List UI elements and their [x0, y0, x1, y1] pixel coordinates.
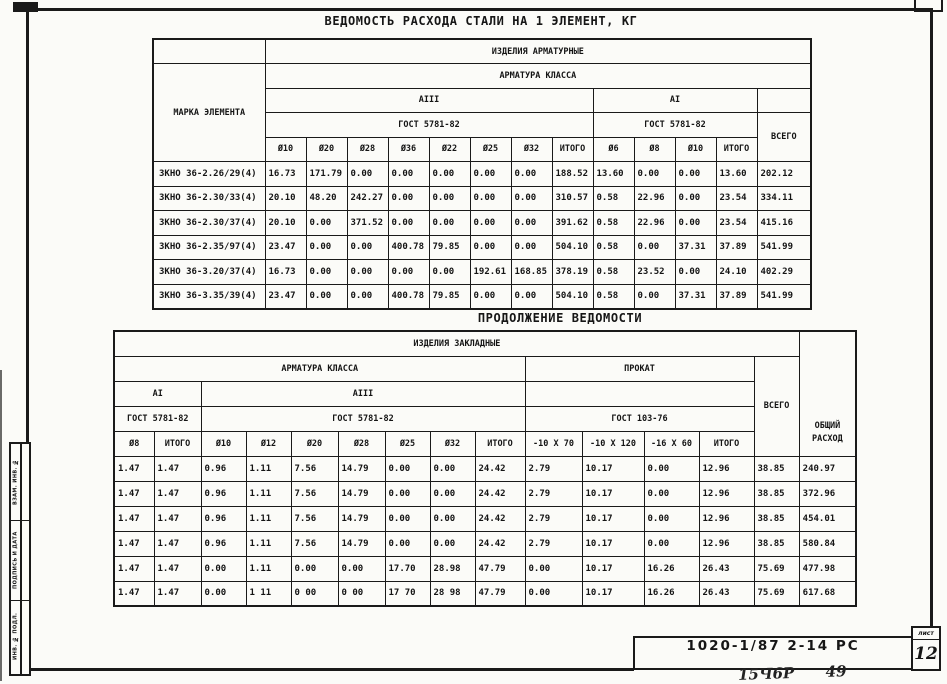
value-cell: 0.96 [201, 481, 246, 506]
value-cell: 14.79 [338, 506, 385, 531]
value-cell: 2.79 [525, 531, 582, 556]
element-mark-cell: ЗКНО 36-3.35/39(4) [153, 284, 265, 309]
value-cell: 391.62 [552, 211, 593, 236]
table1-title: ВЕДОМОСТЬ РАСХОДА СТАЛИ НА 1 ЭЛЕМЕНТ, КГ [324, 14, 638, 28]
scan-page-edge [0, 370, 2, 681]
value-cell: 0.00 [511, 235, 552, 260]
gost-cell: ГОСТ 5781-82 [201, 406, 525, 431]
value-cell: 37.89 [716, 235, 757, 260]
steel-consumption-table [152, 38, 812, 310]
value-cell: 0.58 [593, 284, 634, 309]
value-cell: 0.96 [201, 531, 246, 556]
stamp-label-vzam-inv: ВЗАМ. ИНВ. № [12, 458, 19, 506]
value-cell: 541.99 [757, 284, 811, 309]
value-cell: 14.79 [338, 456, 385, 481]
size-header-cell: -16 X 60 [644, 431, 699, 456]
header-row [153, 64, 811, 89]
data-row [153, 162, 811, 187]
value-cell: 0.00 [675, 162, 716, 187]
value-cell: 22.96 [634, 211, 675, 236]
section-aiii-cell: АIII [201, 381, 525, 406]
value-cell: 14.79 [338, 481, 385, 506]
vsego-header-cell: ВСЕГО [757, 113, 811, 162]
value-cell: 0.96 [201, 506, 246, 531]
element-mark-cell: ЗКНО 36-2.35/97(4) [153, 235, 265, 260]
value-cell: 0.00 [347, 235, 388, 260]
value-cell: 242.27 [347, 186, 388, 211]
value-cell: 1.47 [154, 556, 201, 581]
value-cell: 168.85 [511, 260, 552, 285]
value-cell: 23.47 [265, 235, 306, 260]
value-cell: 1.11 [246, 506, 291, 531]
value-cell: 0.00 [525, 556, 582, 581]
value-cell: 0.00 [511, 162, 552, 187]
empty-cell [525, 381, 754, 406]
value-cell: 0.00 [644, 531, 699, 556]
data-row [153, 284, 811, 309]
diameter-header-cell: Ø36 [388, 137, 429, 162]
diameter-header-cell: Ø25 [385, 431, 430, 456]
value-cell: 23.47 [265, 284, 306, 309]
value-cell: 0.00 [511, 211, 552, 236]
value-cell: 10.17 [582, 556, 644, 581]
value-cell: 79.85 [429, 284, 470, 309]
prokat-header-cell: ПРОКАТ [525, 356, 754, 381]
value-cell: 0.00 [385, 481, 430, 506]
stamp-cell-inv-podl [11, 601, 29, 672]
value-cell: 477.98 [799, 556, 856, 581]
value-cell: 47.79 [475, 581, 525, 606]
value-cell: 0.00 [347, 260, 388, 285]
value-cell: 1.47 [154, 456, 201, 481]
value-cell: 0.00 [388, 162, 429, 187]
value-cell: 38.85 [754, 481, 799, 506]
value-cell: 0.00 [385, 531, 430, 556]
diameter-header-cell: Ø28 [347, 137, 388, 162]
value-cell: 0.00 [388, 211, 429, 236]
value-cell: 400.78 [388, 235, 429, 260]
value-cell: 0.00 [306, 235, 347, 260]
value-cell: 2.79 [525, 506, 582, 531]
value-cell: 0.00 [385, 456, 430, 481]
value-cell: 1.47 [114, 456, 154, 481]
value-cell: 0.00 [644, 506, 699, 531]
value-cell: 75.69 [754, 556, 799, 581]
value-cell: 37.31 [675, 235, 716, 260]
value-cell: 20.10 [265, 211, 306, 236]
header-row [114, 381, 856, 406]
data-row [153, 211, 811, 236]
diameter-header-cell: Ø20 [291, 431, 338, 456]
value-cell: 7.56 [291, 531, 338, 556]
value-cell: 0 00 [338, 581, 385, 606]
table2-title: ПРОДОЛЖЕНИЕ ВЕДОМОСТИ [477, 311, 643, 325]
diameter-header-cell: Ø8 [114, 431, 154, 456]
group-header-cell: ИЗДЕЛИЯ АРМАТУРНЫЕ [265, 39, 811, 64]
value-cell: 1.47 [154, 531, 201, 556]
value-cell: 0.00 [430, 456, 475, 481]
value-cell: 504.10 [552, 235, 593, 260]
value-cell: 1.11 [246, 456, 291, 481]
header-row [153, 39, 811, 64]
value-cell: 192.61 [470, 260, 511, 285]
title-block-doc-number: 1020-1/87 2-14 РС [633, 636, 913, 670]
value-cell: 17 70 [385, 581, 430, 606]
element-mark-cell: ЗКНО 36-2.30/33(4) [153, 186, 265, 211]
value-cell: 75.69 [754, 581, 799, 606]
class-header-cell: АРМАТУРА КЛАССА [114, 356, 525, 381]
gost-cell: ГОСТ 5781-82 [593, 113, 757, 138]
header-row [114, 331, 856, 356]
value-cell: 0.00 [347, 162, 388, 187]
sheet-label: лист [913, 628, 939, 640]
corner-cell [153, 39, 265, 64]
diameter-header-cell: Ø25 [470, 137, 511, 162]
value-cell: 12.96 [699, 456, 754, 481]
diameter-header-cell: Ø10 [201, 431, 246, 456]
value-cell: 0.58 [593, 260, 634, 285]
value-cell: 0.00 [470, 162, 511, 187]
data-row [114, 556, 856, 581]
value-cell: 7.56 [291, 506, 338, 531]
value-cell: 0.00 [201, 581, 246, 606]
value-cell: 1.47 [114, 581, 154, 606]
value-cell: 402.29 [757, 260, 811, 285]
value-cell: 37.89 [716, 284, 757, 309]
diameter-header-cell: Ø6 [593, 137, 634, 162]
section-ai-cell: АI [114, 381, 201, 406]
value-cell: 0.00 [644, 481, 699, 506]
value-cell: 504.10 [552, 284, 593, 309]
value-cell: 454.01 [799, 506, 856, 531]
class-header-cell: АРМАТУРА КЛАССА [265, 64, 811, 89]
value-cell: 0.00 [470, 211, 511, 236]
value-cell: 24.10 [716, 260, 757, 285]
value-cell: 23.52 [634, 260, 675, 285]
value-cell: 10.17 [582, 481, 644, 506]
value-cell: 371.52 [347, 211, 388, 236]
value-cell: 0.00 [470, 235, 511, 260]
value-cell: 12.96 [699, 506, 754, 531]
value-cell: 0.00 [429, 186, 470, 211]
value-cell: 10.17 [582, 531, 644, 556]
value-cell: 0.00 [306, 284, 347, 309]
diameter-header-cell: Ø10 [675, 137, 716, 162]
value-cell: 0.00 [430, 481, 475, 506]
value-cell: 0.58 [593, 211, 634, 236]
value-cell: 23.54 [716, 186, 757, 211]
value-cell: 37.31 [675, 284, 716, 309]
section-aiii-cell: АIII [265, 88, 593, 113]
value-cell: 400.78 [388, 284, 429, 309]
value-cell: 28.98 [430, 556, 475, 581]
value-cell: 0.00 [675, 260, 716, 285]
value-cell: 1.47 [114, 481, 154, 506]
element-mark-cell: ЗКНО 36-2.30/37(4) [153, 211, 265, 236]
value-cell: 0.00 [675, 186, 716, 211]
value-cell: 10.17 [582, 506, 644, 531]
size-header-cell: -10 X 120 [582, 431, 644, 456]
value-cell: 14.79 [338, 531, 385, 556]
value-cell: 47.79 [475, 556, 525, 581]
value-cell: 0.00 [470, 284, 511, 309]
value-cell: 171.79 [306, 162, 347, 187]
value-cell: 0.00 [511, 186, 552, 211]
value-cell: 617.68 [799, 581, 856, 606]
diameter-header-cell: ИТОГО [716, 137, 757, 162]
value-cell: 26.43 [699, 556, 754, 581]
value-cell: 1.47 [154, 581, 201, 606]
diameter-header-cell: Ø28 [338, 431, 385, 456]
value-cell: 1.11 [246, 481, 291, 506]
data-row [153, 186, 811, 211]
value-cell: 16.73 [265, 260, 306, 285]
value-cell: 28 98 [430, 581, 475, 606]
data-row [114, 531, 856, 556]
header-row [114, 431, 856, 456]
value-cell: 415.16 [757, 211, 811, 236]
value-cell: 1.47 [114, 506, 154, 531]
diameter-header-cell: Ø8 [634, 137, 675, 162]
value-cell: 1.47 [154, 506, 201, 531]
value-cell: 0.00 [634, 162, 675, 187]
value-cell: 0.00 [429, 162, 470, 187]
value-cell: 24.42 [475, 531, 525, 556]
value-cell: 38.85 [754, 506, 799, 531]
section-ai-cell: АI [593, 88, 757, 113]
value-cell: 10.17 [582, 581, 644, 606]
header-row [114, 406, 856, 431]
value-cell: 0.00 [338, 556, 385, 581]
value-cell: 0.00 [675, 211, 716, 236]
value-cell: 22.96 [634, 186, 675, 211]
value-cell: 0.00 [429, 211, 470, 236]
value-cell: 0.00 [347, 284, 388, 309]
value-cell: 13.60 [716, 162, 757, 187]
value-cell: 48.20 [306, 186, 347, 211]
value-cell: 79.85 [429, 235, 470, 260]
value-cell: 10.17 [582, 456, 644, 481]
value-cell: 0.00 [385, 506, 430, 531]
value-cell: 24.42 [475, 506, 525, 531]
value-cell: 16.26 [644, 581, 699, 606]
stamp-cell-vzam-inv [11, 444, 29, 521]
value-cell: 0.00 [644, 456, 699, 481]
value-cell: 0 00 [291, 581, 338, 606]
value-cell: 24.42 [475, 481, 525, 506]
value-cell: 0.00 [291, 556, 338, 581]
value-cell: 13.60 [593, 162, 634, 187]
frame-bottom-line [26, 668, 634, 671]
value-cell: 38.85 [754, 531, 799, 556]
title-block-sheet-box [911, 626, 941, 671]
value-cell: 16.26 [644, 556, 699, 581]
diameter-header-cell: Ø12 [246, 431, 291, 456]
top-right-corner-box [914, 0, 943, 12]
obshchiy-raskhod-header-cell: ОБЩИЙ РАСХОД [799, 331, 856, 456]
data-row [153, 235, 811, 260]
value-cell: 24.42 [475, 456, 525, 481]
value-cell: 0.00 [388, 260, 429, 285]
value-cell: 12.96 [699, 531, 754, 556]
value-cell: 0.00 [634, 284, 675, 309]
value-cell: 1.47 [114, 531, 154, 556]
sheet-number: 12 [914, 644, 938, 664]
value-cell: 0.58 [593, 186, 634, 211]
value-cell: 1 11 [246, 581, 291, 606]
value-cell: 0.00 [470, 186, 511, 211]
value-cell: 0.00 [511, 284, 552, 309]
frame-top-line [25, 8, 933, 11]
value-cell: 0.00 [525, 581, 582, 606]
diameter-header-cell: Ø32 [511, 137, 552, 162]
data-row [114, 506, 856, 531]
gost-cell: ГОСТ 103-76 [525, 406, 754, 431]
value-cell: 0.00 [306, 211, 347, 236]
diameter-header-cell: ИТОГО [552, 137, 593, 162]
value-cell: 2.79 [525, 456, 582, 481]
value-cell: 378.19 [552, 260, 593, 285]
diameter-header-cell: Ø22 [429, 137, 470, 162]
value-cell: 0.00 [430, 531, 475, 556]
data-row [153, 260, 811, 285]
value-cell: 1.47 [114, 556, 154, 581]
value-cell: 0.00 [201, 556, 246, 581]
gost-cell: ГОСТ 5781-82 [114, 406, 201, 431]
value-cell: 310.57 [552, 186, 593, 211]
data-row [114, 481, 856, 506]
mark-header-cell: МАРКА ЭЛЕМЕНТА [153, 64, 265, 162]
value-cell: 0.00 [634, 235, 675, 260]
value-cell: 23.54 [716, 211, 757, 236]
value-cell: 240.97 [799, 456, 856, 481]
value-cell: 26.43 [699, 581, 754, 606]
value-cell: 17.70 [385, 556, 430, 581]
value-cell: 202.12 [757, 162, 811, 187]
size-header-cell: ИТОГО [699, 431, 754, 456]
element-mark-cell: ЗКНО 36-2.26/29(4) [153, 162, 265, 187]
diameter-header-cell: Ø32 [430, 431, 475, 456]
value-cell: 0.96 [201, 456, 246, 481]
stamp-label-podpis-data: ПОДПИСЬ И ДАТА [12, 531, 19, 590]
empty-cell [757, 88, 811, 113]
gost-cell: ГОСТ 5781-82 [265, 113, 593, 138]
value-cell: 0.58 [593, 235, 634, 260]
data-row [114, 581, 856, 606]
value-cell: 0.00 [306, 260, 347, 285]
header-row [114, 356, 856, 381]
value-cell: 0.00 [388, 186, 429, 211]
value-cell: 580.84 [799, 531, 856, 556]
value-cell: 372.96 [799, 481, 856, 506]
value-cell: 1.11 [246, 556, 291, 581]
value-cell: 38.85 [754, 456, 799, 481]
vsego-header-cell: ВСЕГО [754, 356, 799, 456]
frame-right-line [930, 8, 933, 630]
value-cell: 0.00 [429, 260, 470, 285]
diameter-header-cell: Ø10 [265, 137, 306, 162]
element-mark-cell: ЗКНО 36-3.20/37(4) [153, 260, 265, 285]
side-stamp-strip [9, 442, 31, 676]
data-row [114, 456, 856, 481]
diameter-header-cell: ИТОГО [475, 431, 525, 456]
value-cell: 541.99 [757, 235, 811, 260]
stamp-cell-podpis-data [11, 521, 29, 601]
value-cell: 12.96 [699, 481, 754, 506]
value-cell: 20.10 [265, 186, 306, 211]
statement-continuation-table [113, 330, 857, 607]
value-cell: 188.52 [552, 162, 593, 187]
value-cell: 334.11 [757, 186, 811, 211]
diameter-header-cell: ИТОГО [154, 431, 201, 456]
value-cell: 16.73 [265, 162, 306, 187]
value-cell: 7.56 [291, 481, 338, 506]
value-cell: 1.47 [154, 481, 201, 506]
value-cell: 7.56 [291, 456, 338, 481]
size-header-cell: -10 X 70 [525, 431, 582, 456]
value-cell: 1.11 [246, 531, 291, 556]
group-header-cell: ИЗДЕЛИЯ ЗАКЛАДНЫЕ [114, 331, 799, 356]
handwritten-note: 15Ч6Р 49 [737, 662, 847, 684]
value-cell: 2.79 [525, 481, 582, 506]
value-cell: 0.00 [430, 506, 475, 531]
diameter-header-cell: Ø20 [306, 137, 347, 162]
stamp-label-inv-podl: ИНВ. № ПОДЛ. [12, 612, 19, 661]
